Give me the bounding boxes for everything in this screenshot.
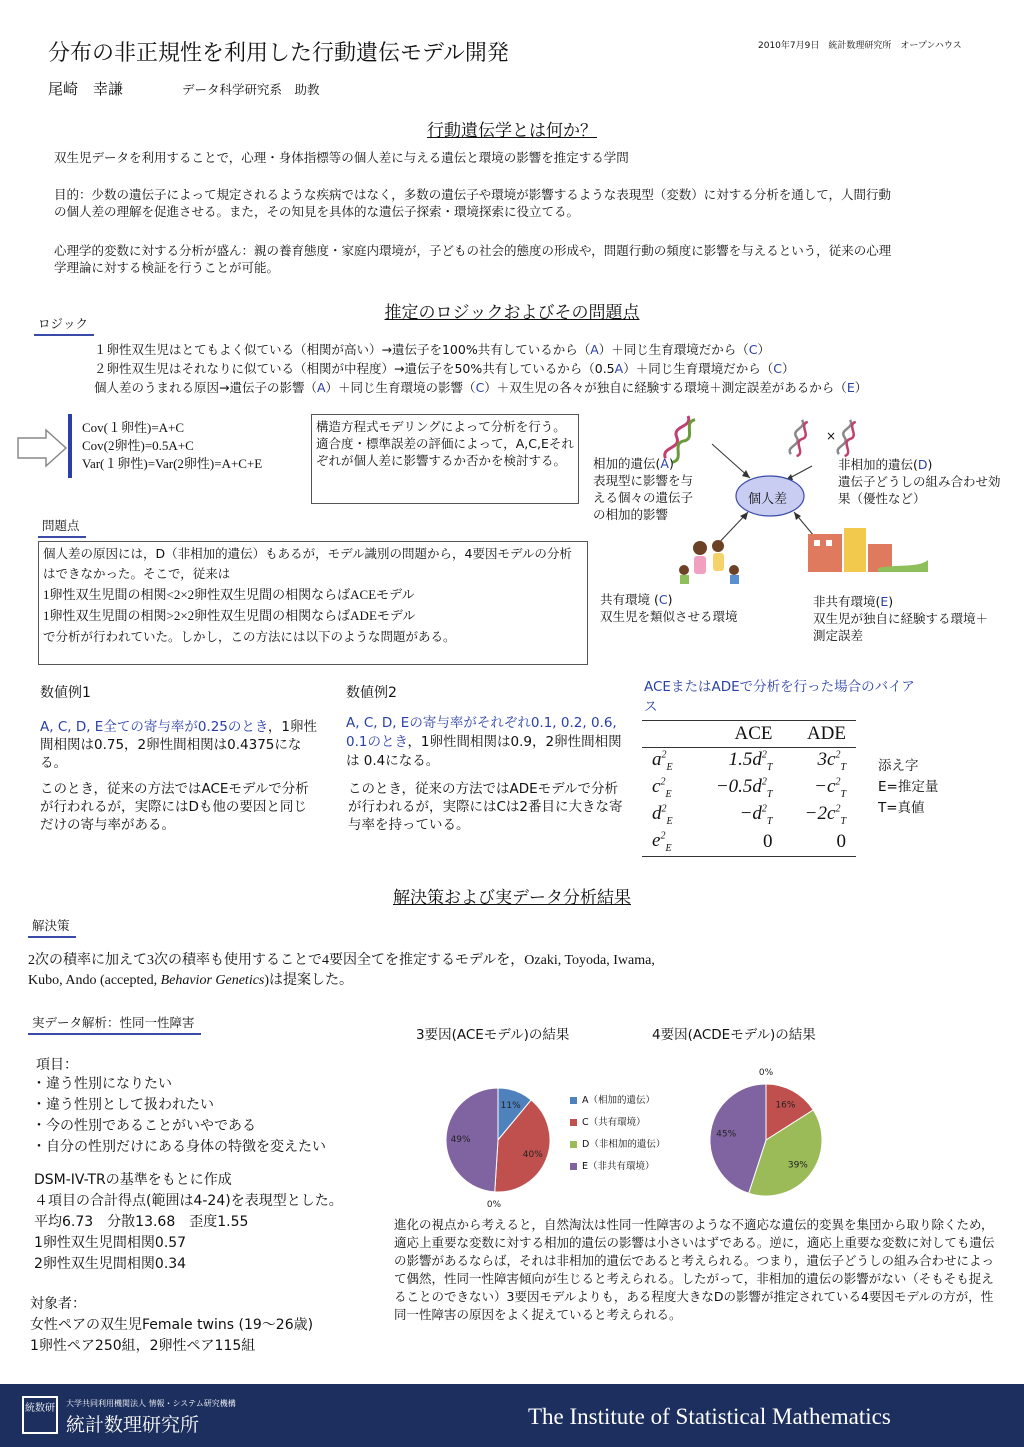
example2-note: このとき，従来の方法ではADEモデルで分析が行われるが，実際にはCは2番目に大きな寄与率を持っている。 [348,781,623,833]
section1-p1: 双生児データを利用することで，心理・身体指標等の個人差に与える遺伝と環境の影響を推定する学問 [54,150,629,165]
col-ace: ACE [734,723,773,744]
dna-icon-d2 [837,419,858,457]
example2-title: 数値例2 [346,685,397,701]
pie-label-c: 16% [775,1100,796,1111]
date-event: 2010年7月9日 統計数理研究所 オープンハウス [758,41,962,51]
pie-label-d: 0% [486,1199,502,1210]
list-item: ・自分の性別だけにある身体の特徴を変えたい [32,1139,326,1155]
bias-row-c: $c^2_E$ $-0.5d^2_T$ $-c^2_T$ [652,776,846,800]
times-symbol: × [826,429,837,443]
subscript-note: 添え字 E=推定量 T=真値 [878,758,939,816]
example1-note: このとき，従来の方法ではACEモデルで分析が行われるが，実際にはDも他の要因と同じだけの寄与率がある。 [40,781,309,833]
logic-line-2: ２卵性双生児はそれなりに似ている（相関が中程度）→遺伝子を50%共有しているから（0.5A）＋同じ生育環境だから（C） [94,361,795,376]
bias-row-d: $d^2_E$ $-d^2_T$ $-2c^2_T$ [652,803,846,827]
legend-c: C（共有環境） [570,1114,665,1128]
solution-text: 2次の積率に加えて3次の積率も使用することで4要因全てを推定するモデルを，Ozaki, Toyoda, Iwama, Kubo, Ando (accepted, Behavior Genetics)は提案した。 [28,953,655,988]
equation-1: Cov(１卵性)=A+C [82,420,185,435]
example2-body: A, C, D, Eの寄与率がそれぞれ0.1, 0.2, 0.6, 0.1のとき，1卵性間相関は0.9，2卵性間相関は 0.4になる。 [346,715,622,769]
real-data-tag: 実データ解析：性同一性障害 [28,1013,201,1035]
institute-logo: 統数研 [22,1396,58,1434]
legend-a: A（相加的遺伝） [570,1092,665,1106]
section2-heading: 推定のロジックおよびその問題点 [384,303,640,323]
equations [82,419,262,473]
footer-bar [0,1384,1024,1447]
chart3-title: 3要因(ACEモデル)の結果 [416,1027,570,1043]
logic-line-3: 個人差のうまれる原因→遺伝子の影響（A）＋同じ生育環境の影響（C）＋双生児の各々が独自に経験する環境＋測定誤差があるから（E） [94,380,868,395]
nonshared-env-desc: 非共有環境(E) 双生児が独自に経験する環境＋測定誤差 [813,594,989,643]
subjects-block: 対象者： 女性ペアの双生児Female twins (19〜26歳) 1卵性ペア250組，2卵性ペア115組 [30,1296,314,1354]
logic-lines [94,340,867,397]
logic-tag: ロジック [34,314,94,336]
problem-line-4: で分析が行われていた。しかし，この方法には以下のような問題がある。 [43,629,456,644]
pie-label-a: 0% [758,1068,774,1078]
pie-label-e: 45% [716,1129,737,1140]
bias-header-row [642,721,856,748]
pie-chart-acde [686,1060,846,1210]
author-name: 尾崎 幸謙 [48,80,124,98]
bias-table [642,721,856,856]
list-item: ・違う性別になりたい [32,1076,172,1092]
right-arrow-icon [16,428,68,468]
pie-label-e: 49% [450,1134,471,1145]
equation-bracket [68,414,72,478]
pie-label-a: 11% [500,1100,521,1111]
problem-line-3: 1卵性双生児間の相関>2×2卵性双生児間の相関ならばADEモデル [43,608,416,623]
buildings-icon [808,528,928,572]
footer-org-small: 大学共同利用機関法人 情報・システム研究機構 [66,1399,236,1408]
chart4-title: 4要因(ACDEモデル)の結果 [652,1027,816,1043]
center-label: 個人差 [748,492,788,507]
items-list [32,1074,326,1158]
solution-tag: 解決策 [28,916,76,938]
equation-2: Cov(2卵性)=0.5A+C [82,438,194,453]
stats-block: DSM-IV-TRの基準をもとに作成 ４項目の合計得点(範囲は4-24)を表現型とした。 平均6.73 分散13.68 歪度1.55 1卵性双生児間相関0.57 2卵性双生児間相関0.34 [34,1172,343,1272]
dna-icon-d1 [789,419,810,457]
pie-legend [570,1092,665,1180]
legend-e: E（非共有環境） [570,1158,665,1172]
example1-body: A, C, D, E全ての寄与率が0.25のとき，1卵性間相関は0.75，2卵性間相関は0.4375になる。 [40,719,317,771]
bias-row-a: $a^2_E$ $1.5d^2_T$ $3c^2_T$ [652,749,846,774]
problem-box [38,541,588,665]
footer-org-en: The Institute of Statistical Mathematics [528,1404,891,1429]
pie-label-d: 39% [787,1160,808,1171]
section3-heading: 解決策および実データ分析結果 [393,888,631,908]
section1-p3: 心理学的変数に対する分析が盛ん：親の養育態度・家庭内環境が，子どもの社会的態度の形成や，問題行動の頻度に影響を与えるという，従来の心理学理論に対する検証を行うことが可能。 [54,243,892,275]
equation-3: Var(１卵性)=Var(2卵性)=A+C+E [82,456,263,471]
additive-genetic-desc: 相加的遺伝(A) 表現型に影響を与える個々の遺伝子の相加的影響 [593,456,694,522]
bias-row-e: $e^2_E$ 0 0 [652,830,846,854]
bias-title: ACEまたはADEで分析を行った場合のバイアス [644,679,915,715]
pie-chart-ace [430,1070,580,1210]
conclusion-text: 進化の視点から考えると，自然淘汰は性同一性障害のような不適応な遺伝的変異を集団から取り除くため，適応上重要な変数に対する相加的遺伝の影響は小さいはずである。逆に，適応上重要な変数に対しても遺伝の影響があるならば，それは非相加的遺伝であると考えられる。つまり，遺伝子どうしの組み合わせによって偶然，性同一性障害傾向が生じると考えられる。したがって，非相加的遺伝の影響がない（そもそも捉えることのできない）3要因モデルよりも，ある程度大きなDの影響が推定されている4要因モデルの方が，性同一性障害の原因をよく捉えていると考えられる。 [394,1217,995,1322]
logic-line-1: １卵性双生児はとてもよく似ている（相関が高い）→遺伝子を100%共有しているから（A）＋同じ生育環境だから（C） [94,342,771,357]
poster-title: 分布の非正規性を利用した行動遺伝モデル開発 [48,41,509,66]
section1-p2: 目的：少数の遺伝子によって規定されるような疾病ではなく，多数の遺伝子や環境が影響するような表現型（変数）に対する分析を通して，人間行動の個人差の理解を促進させる。また，その知見を具体的な遺伝子探索・環境探索に役立てる。 [54,187,892,219]
shared-env-desc: 共有環境 (C) 双生児を類似させる環境 [600,592,738,624]
footer-org-name: 統計数理研究所 [66,1414,200,1436]
list-item: ・今の性別であることがいやである [32,1118,256,1134]
sem-box: 構造方程式モデリングによって分析を行う。適合度・標準誤差の評価によって，A,C,Eそれぞれが個人差に影響するか否かを検討する。 [311,414,579,504]
list-item: ・違う性別として扱われたい [32,1097,214,1113]
problem-line-1: 個人差の原因には，D（非相加的遺伝）もあるが，モデル識別の問題から，4要因モデルの分析はできなかった。そこで，従来は [43,546,572,581]
example1-title: 数値例1 [40,685,91,701]
legend-d: D（非相加的遺伝） [570,1136,665,1150]
bias-table-wrap [642,720,856,857]
problem-tag: 問題点 [38,516,86,538]
pie-label-c: 40% [522,1149,543,1160]
col-ade: ADE [806,723,846,744]
nonadditive-genetic-desc: 非相加的遺伝(D) 遺伝子どうしの組み合わせ効果（優性など） [838,457,1001,506]
section1-heading: 行動遺伝学とは何か？ [427,121,597,141]
items-title: 項目： [36,1057,78,1073]
affiliation: データ科学研究系 助教 [182,82,320,97]
children-icon [679,540,739,584]
problem-line-2: 1卵性双生児間の相関<2×2卵性双生児間の相関ならばACEモデル [43,587,415,602]
